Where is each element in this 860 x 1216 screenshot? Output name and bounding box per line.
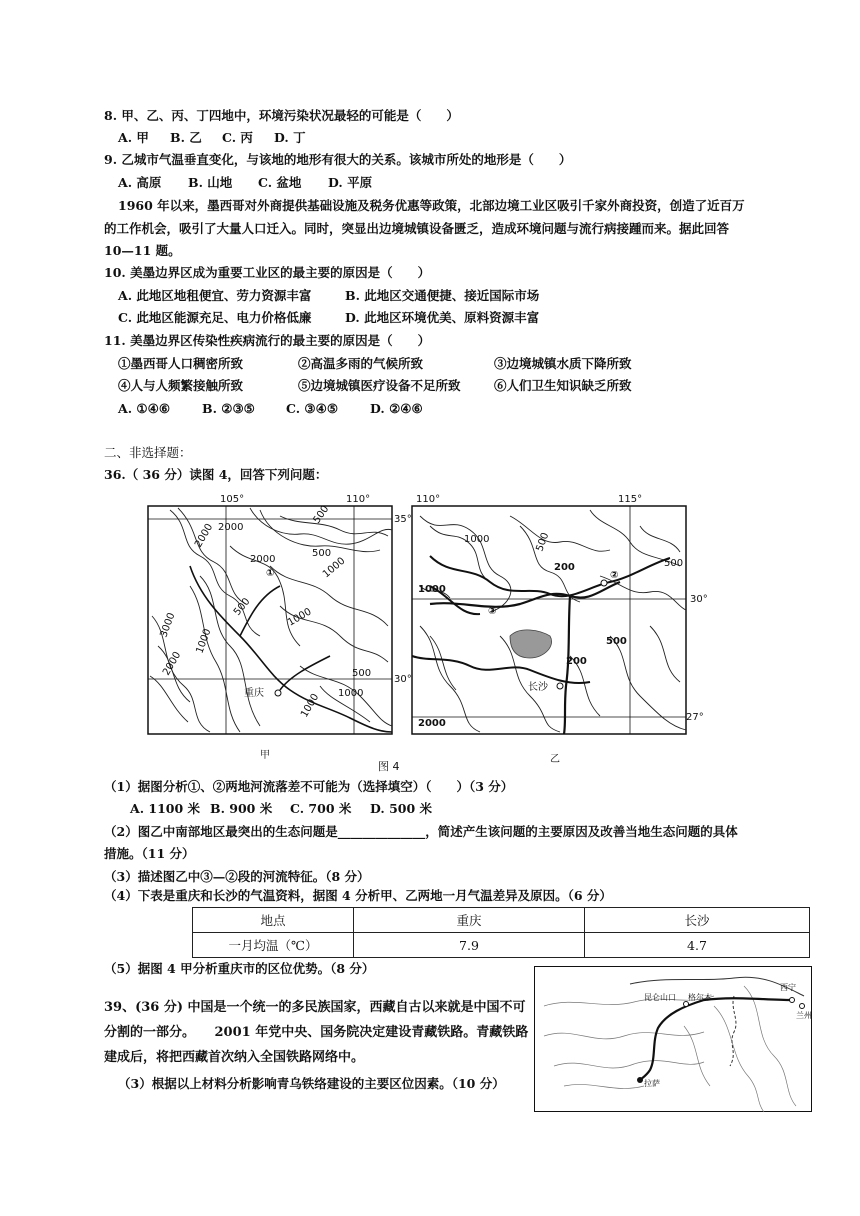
q36-option-a: A. 1100 米 — [130, 801, 201, 816]
table-header-row — [193, 908, 810, 933]
lake-shading — [510, 630, 552, 658]
passage-line-1: 1960 年以来，墨西哥对外商提供基础设施及税务优惠等政策，北部边境工业区吸引千家外商投资，创造了近百万 — [118, 198, 745, 213]
svg-text:2000: 2000 — [193, 521, 216, 550]
svg-text:500: 500 — [311, 503, 332, 526]
golmud-label: 格尔木 — [688, 993, 712, 1002]
q36-part-4: （4）下表是重庆和长沙的气温资料，据图 4 分析甲、乙两地一月气温差异及原因。（6 分） — [104, 888, 612, 903]
svg-text:2000: 2000 — [418, 718, 446, 729]
svg-text:1000: 1000 — [299, 691, 322, 720]
xining-label: 西宁 — [780, 983, 796, 992]
railway-map-frame — [535, 967, 812, 1112]
map-yi-point-2 — [601, 580, 607, 586]
map-jia-city: 重庆 — [244, 688, 264, 699]
section-heading: 二、非选择题： — [104, 445, 192, 460]
q36-part-1: （1）据图分析①、②两地河流落差不可能为（选择填空）（ ）（3 分） — [104, 779, 514, 794]
q8-option-c: C. 丙 — [222, 130, 253, 145]
map-yi-thick-contours — [412, 556, 670, 683]
q11-stem: 11. 美墨边界区传染性疾病流行的最主要的原因是（ ） — [104, 333, 431, 348]
chongqing-city-dot — [275, 690, 281, 696]
lhasa-label: 拉萨 — [644, 1079, 660, 1088]
q10-stem: 10. 美墨边界区成为重要工业区的最主要的原因是（ ） — [104, 265, 431, 280]
table-cell-changsha: 4.7 — [585, 933, 810, 958]
svg-text:1000: 1000 — [338, 688, 364, 699]
q36-title: 36.（ 36 分）读图 4，回答下列问题： — [104, 467, 328, 482]
q9-option-b: B. 山地 — [188, 175, 233, 190]
svg-text:500: 500 — [606, 636, 627, 647]
svg-text:500: 500 — [231, 596, 253, 618]
map-jia-frame — [148, 503, 392, 734]
map-yi-marker-2: ② — [610, 570, 619, 581]
q11-item-5: ⑤边境城镇医疗设备不足所致 — [298, 378, 461, 393]
q36-option-c: C. 700 米 — [290, 801, 352, 816]
lhasa-dot — [637, 1077, 643, 1083]
table-header-chongqing: 重庆 — [354, 908, 585, 933]
svg-text:500: 500 — [664, 558, 684, 569]
q39-line-3: 建成后，将把西藏首次纳入全国铁路网络中。 — [104, 1050, 365, 1065]
q39-line-1: 39、(36 分) 中国是一个统一的多民族国家，西藏自古以来就是中国不可 — [104, 1000, 526, 1015]
svg-text:500: 500 — [534, 531, 552, 554]
svg-text:1000: 1000 — [418, 584, 446, 595]
q11-item-2: ②高温多雨的气候所致 — [298, 356, 424, 371]
map-yi-lon-110: 110° — [416, 494, 441, 505]
q8-option-d: D. 丁 — [274, 130, 306, 145]
table-cell-label: 一月均温（℃） — [193, 933, 354, 958]
svg-text:3000: 3000 — [158, 611, 178, 640]
q8-stem: 8. 甲、乙、丙、丁四地中，环境污染状况最轻的可能是（ ） — [104, 108, 459, 123]
table-header-changsha: 长沙 — [585, 908, 810, 933]
q10-option-b: B. 此地区交通便捷、接近国际市场 — [345, 288, 540, 303]
temperature-table — [192, 907, 810, 958]
map-yi-contours — [420, 510, 686, 732]
map-yi-label: 乙 — [550, 754, 560, 765]
map-yi-lat-27: 27° — [686, 712, 704, 723]
svg-text:500: 500 — [312, 548, 332, 559]
svg-text:2000: 2000 — [161, 649, 184, 678]
map-jia-rivers — [190, 566, 392, 732]
table-header-place: 地点 — [193, 908, 354, 933]
map-jia-lat-35: 35° — [394, 514, 412, 525]
q36-option-b: B. 900 米 — [210, 801, 273, 816]
figure-caption: 图 4 — [378, 760, 400, 773]
table-cell-chongqing: 7.9 — [354, 933, 585, 958]
lanzhou-label: 兰州 — [796, 1011, 812, 1020]
map-yi — [412, 494, 708, 734]
svg-text:200: 200 — [554, 562, 575, 573]
q11-item-3: ③边境城镇水质下降所致 — [494, 356, 632, 371]
map-jia — [148, 494, 412, 734]
figure-4 — [130, 486, 708, 773]
svg-text:1000: 1000 — [194, 627, 214, 656]
svg-text:2000: 2000 — [218, 522, 244, 533]
q11-item-1: ①墨西哥人口稠密所致 — [118, 356, 244, 371]
railway-map — [534, 966, 812, 1112]
passage-line-2: 的工作机会，吸引了大量人口迁入。同时，突显出边境城镇设备匮乏，造成环境问题与流行病接踵而来。据此回答 — [104, 221, 730, 236]
xining-dot — [790, 998, 795, 1003]
q11-option-a: A. ①④⑥ — [118, 401, 171, 416]
q36-option-d: D. 500 米 — [370, 801, 433, 816]
q9-option-c: C. 盆地 — [258, 175, 302, 190]
q11-options — [118, 401, 423, 417]
svg-text:2000: 2000 — [250, 554, 276, 565]
map-jia-marker-1: ① — [266, 568, 275, 579]
q10-option-c: C. 此地区能源充足、电力价格低廉 — [118, 310, 312, 325]
q10-option-a: A. 此地区地租便宜、劳力资源丰富 — [118, 288, 312, 303]
map-jia-lon-110: 110° — [346, 494, 371, 505]
svg-text:1000: 1000 — [464, 534, 490, 545]
q11-option-c: C. ③④⑤ — [286, 401, 339, 416]
q11-item-4: ④人与人频繁接触所致 — [118, 378, 244, 393]
map-jia-lon-105: 105° — [220, 494, 245, 505]
q36-part-2-line-1: （2）图乙中南部地区最突出的生态问题是______________，简述产生该问题的主要原因及改善当地生态问题的具体 — [104, 824, 738, 839]
q11-option-b: B. ②③⑤ — [202, 401, 255, 416]
svg-text:200: 200 — [566, 656, 587, 667]
q39-line-2: 分割的一部分。 2001 年党中央、国务院决定建设青藏铁路。青藏铁路 — [104, 1025, 529, 1040]
q39-part-3: （3）根据以上材料分析影响青乌铁络建设的主要区位因素。（10 分） — [118, 1076, 505, 1091]
map-jia-lat-30: 30° — [394, 674, 412, 685]
table-row — [193, 933, 810, 958]
svg-text:500: 500 — [352, 668, 372, 679]
q8-option-a: A. 甲 — [118, 130, 149, 145]
q9-option-a: A. 高原 — [118, 175, 162, 190]
map-yi-lon-115: 115° — [618, 494, 643, 505]
q36-part-2-line-2: 措施。（11 分） — [104, 846, 195, 861]
svg-text:1000: 1000 — [286, 606, 314, 629]
q11-option-d: D. ②④⑥ — [370, 401, 423, 416]
changsha-city-dot — [557, 683, 563, 689]
q8-options — [118, 130, 306, 146]
pass-label: 昆仑山口 — [644, 993, 676, 1002]
q36-part-5: （5）据图 4 甲分析重庆市的区位优势。（8 分） — [104, 961, 375, 976]
q9-stem: 9. 乙城市气温垂直变化，与该地的地形有很大的关系。该城市所处的地形是（ ） — [104, 152, 572, 167]
q36-part-3: （3）描述图乙中③—②段的河流特征。（8 分） — [104, 869, 370, 884]
svg-text:1000: 1000 — [320, 555, 348, 581]
map-yi-city: 长沙 — [528, 682, 548, 693]
map-jia-label: 甲 — [260, 750, 270, 761]
lanzhou-dot — [800, 1004, 805, 1009]
passage-line-3: 10—11 题。 — [104, 243, 181, 258]
map-yi-marker-3: ③ — [488, 606, 497, 617]
q9-options — [118, 175, 372, 191]
map-yi-lat-30: 30° — [690, 594, 708, 605]
golmud-dot — [684, 1002, 689, 1007]
q11-item-6: ⑥人们卫生知识缺乏所致 — [494, 378, 632, 393]
q10-option-d: D. 此地区环境优美、原料资源丰富 — [345, 310, 540, 325]
q36-part-1-options — [130, 801, 432, 817]
q8-option-b: B. 乙 — [170, 130, 202, 145]
q9-option-d: D. 平原 — [328, 175, 373, 190]
